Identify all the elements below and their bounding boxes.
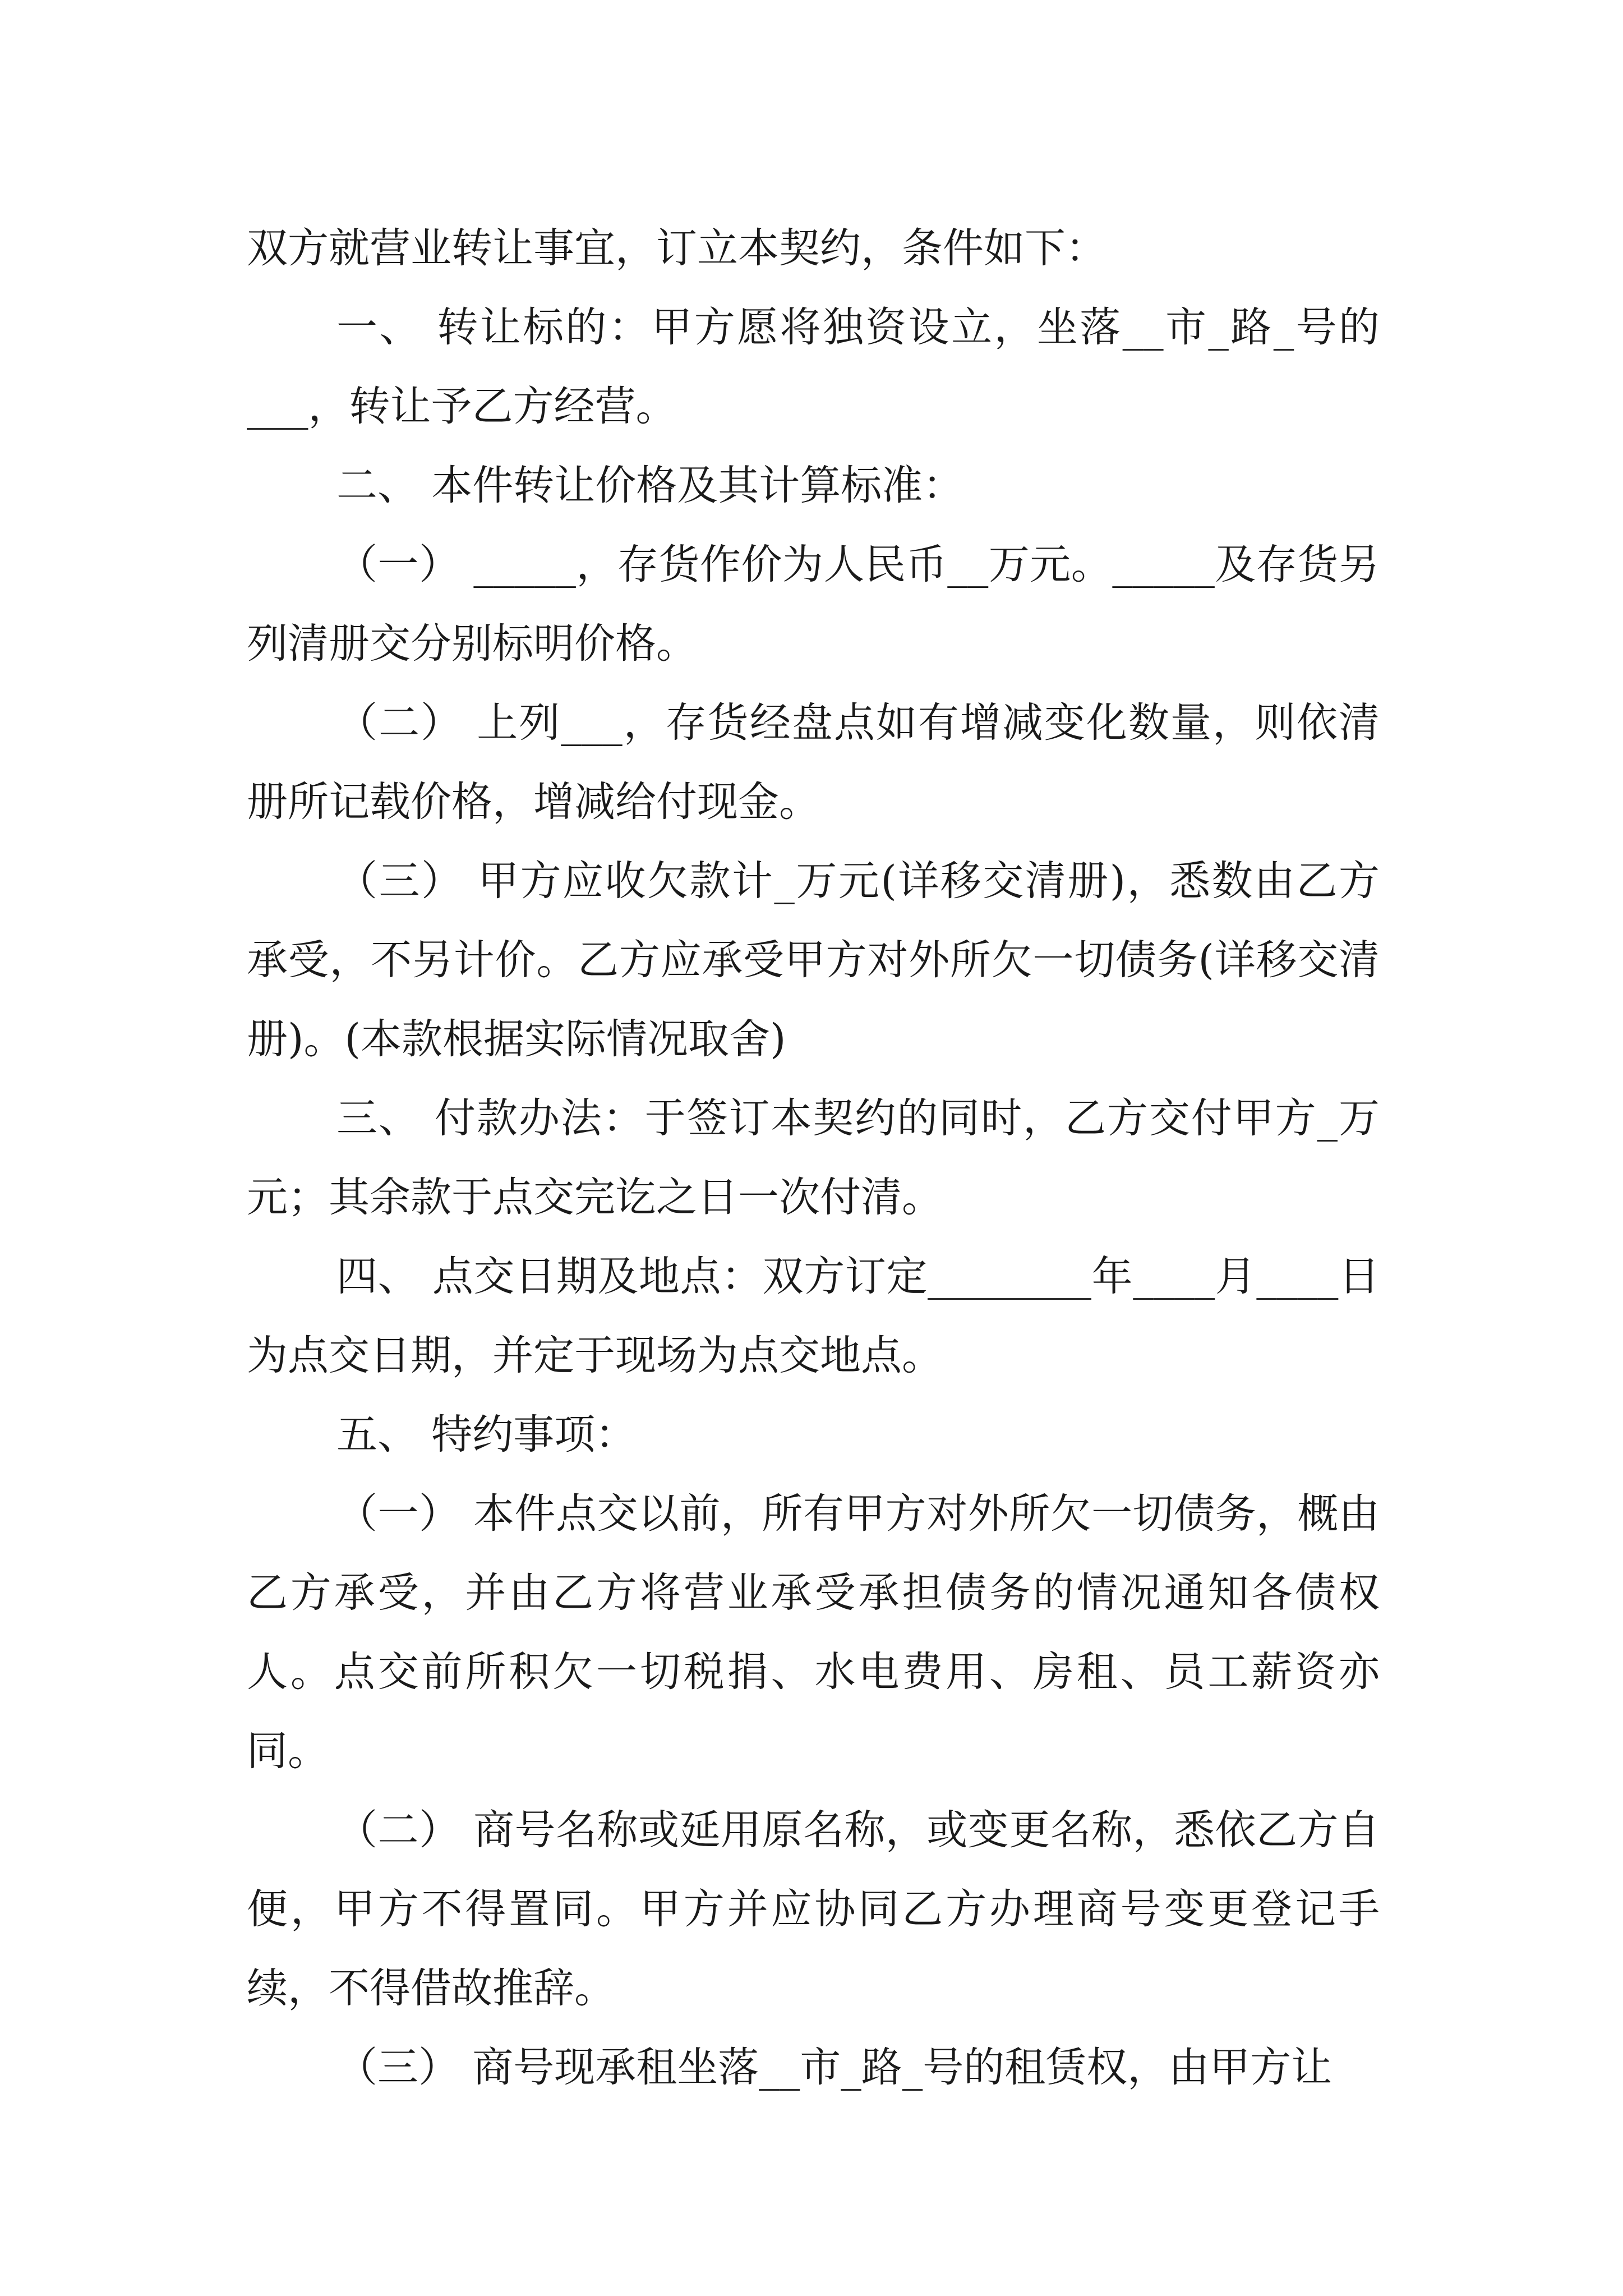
- contract-body: [247, 209, 1380, 2107]
- paragraph-clause-5: 五、 特约事项：: [336, 1411, 637, 1458]
- paragraph-clause-5-item-2: （二） 商号名称或延用原名称，或变更名称，悉依乙方自便，甲方不得置同。甲方并应协同乙方办理商号变更登记手续，不得借故推辞。: [247, 1806, 1380, 2012]
- paragraph-clause-5-item-1: （一） 本件点交以前，所有甲方对外所欠一切债务，概由乙方承受，并由乙方将营业承受承担债务的情况通知各债权人。点交前所积欠一切税捐、水电费用、房租、员工薪资亦同。: [247, 1490, 1380, 1775]
- paragraph-clause-2-item-2: （二） 上列___，存货经盘点如有增减变化数量，则依清册所记载价格，增减给付现金。: [247, 699, 1380, 826]
- paragraph-clause-5-item-3: （三） 商号现承租坐落__市_路_号的租赁权，由甲方让: [336, 2044, 1332, 2091]
- paragraph-intro: 双方就营业转让事宜，订立本契约，条件如下：: [247, 224, 1106, 272]
- paragraph-clause-4: 四、 点交日期及地点：双方订定________年____月____日为点交日期，并定于现场为点交地点。: [247, 1253, 1380, 1379]
- paragraph-clause-2-item-3: （三） 甲方应收欠款计_万元(详移交清册)，悉数由乙方承受，不另计价。乙方应承受甲方对外所欠一切债务(详移交清册)。(本款根据实际情况取舍): [247, 857, 1380, 1063]
- paragraph-clause-3: 三、 付款办法：于签订本契约的同时，乙方交付甲方_万元；其余款于点交完讫之日一次付清。: [247, 1094, 1380, 1221]
- paragraph-clause-2: 二、 本件转让价格及其计算标准：: [336, 462, 964, 509]
- paragraph-clause-2-item-1: （一） _____，存货作价为人民币__万元。_____及存货另列清册交分别标明价格。: [247, 541, 1380, 668]
- paragraph-clause-1: 一、 转让标的：甲方愿将独资设立，坐落__市_路_号的___，转让予乙方经营。: [247, 303, 1380, 430]
